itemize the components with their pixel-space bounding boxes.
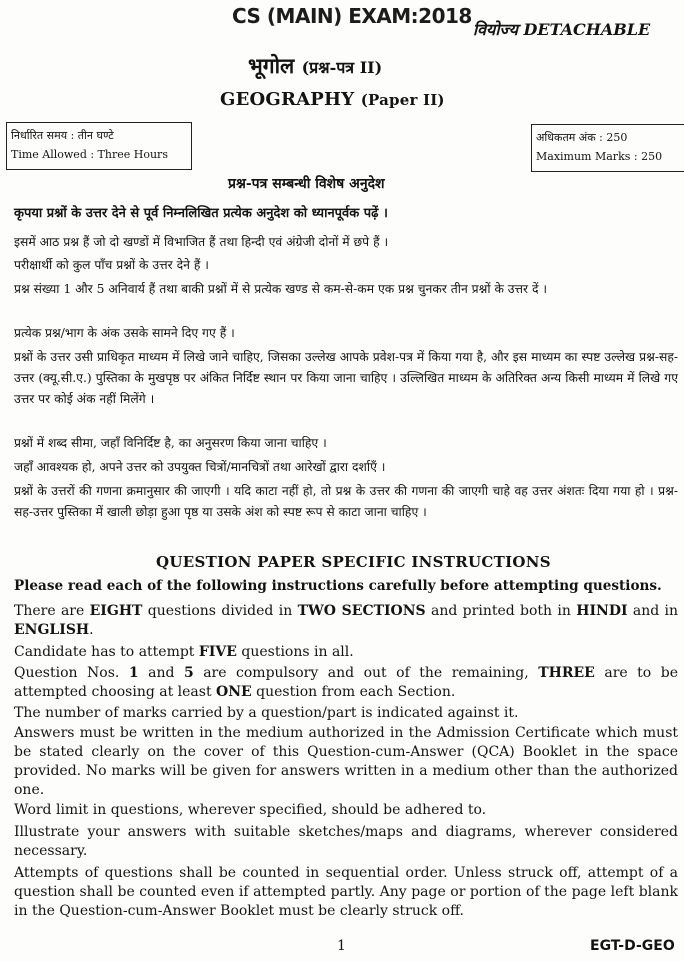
detachable-hindi: वियोज्य — [473, 20, 518, 39]
emphasis: THREE — [538, 665, 595, 681]
english-please-text: Please read each of the following instructions carefully before attempting questions. — [14, 578, 662, 594]
emphasis: EIGHT — [89, 603, 143, 619]
hindi-instruction-1: इसमें आठ प्रश्न हैं जो दो खण्डों में विभाजित हैं तथा हिन्दी एवं अंग्रेजी दोनों में छपे हैं । — [14, 235, 389, 249]
text-fragment: Candidate has to attempt — [14, 644, 199, 660]
emphasis: ONE — [216, 684, 252, 700]
text-fragment: There are — [14, 603, 90, 619]
time-allowed-box — [6, 122, 192, 170]
paper-code: EGT-D-GEO — [590, 938, 675, 954]
english-instruction-4: The number of marks carried by a question/part is indicated against it. — [14, 705, 519, 721]
text-fragment: and — [138, 665, 184, 681]
text-fragment: and in — [627, 603, 679, 619]
page-number: 1 — [337, 938, 346, 954]
text-fragment: questions in all. — [236, 644, 354, 660]
text-fragment: . — [89, 622, 94, 638]
english-instruction-7: Illustrate your answers with suitable sketches/maps and diagrams, wherever considered necessary. — [14, 824, 678, 859]
english-instructions-heading: QUESTION PAPER SPECIFIC INSTRUCTIONS — [156, 553, 551, 571]
text-fragment: are compulsory and out of the remaining, — [193, 665, 539, 681]
english-please-read — [14, 578, 662, 594]
text-fragment: Question Nos. — [14, 665, 129, 681]
english-instruction-8: Attempts of questions shall be counted in sequential order. Unless struck off, attempt of a question shall be counted even if attempted partly. Any page or portion of the page left blank in the Question-cum-Answer Booklet must be clearly struck off. — [14, 865, 678, 919]
time-english: Time Allowed : Three Hours — [11, 148, 168, 161]
hindi-instruction-2: परीक्षार्थी को कुल पाँच प्रश्नों के उत्तर देने हैं । — [14, 258, 209, 272]
emphasis: HINDI — [576, 603, 628, 619]
hindi-please-read: कृपया प्रश्नों के उत्तर देने से पूर्व निम्नलिखित प्रत्येक अनुदेश को ध्यानपूर्वक पढ़ें । — [14, 206, 388, 221]
text-fragment: are to be attempted choosing at least — [14, 665, 678, 700]
hindi-instructions-heading: प्रश्न-पत्र सम्बन्धी विशेष अनुदेश — [228, 176, 385, 192]
emphasis: TWO SECTIONS — [297, 603, 426, 619]
time-hindi: निर्धारित समय : तीन घण्टे — [11, 129, 114, 142]
english-paper: (Paper II) — [360, 91, 445, 109]
hindi-instruction-6: प्रश्नों में शब्द सीमा, जहाँ विनिर्दिष्ट है, का अनुसरण किया जाना चाहिए । — [14, 436, 327, 450]
english-instruction-5: Answers must be written in the medium authorized in the Admission Certificate which must be stated clearly on the cover of this Question-cum-Answer (QCA) Booklet in the space provided. No marks will be given for answers written in a medium other than the authorized one. — [14, 725, 678, 798]
hindi-instruction-4: प्रत्येक प्रश्न/भाग के अंक उसके सामने दिए गए हैं । — [14, 326, 235, 340]
maximum-marks-box — [531, 124, 684, 172]
exam-header: CS (MAIN) EXAM:2018 — [232, 4, 472, 28]
marks-english: Maximum Marks : 250 — [536, 150, 663, 163]
hindi-instruction-8: प्रश्नों के उत्तरों की गणना क्रमानुसार की जाएगी । यदि काटा नहीं हो, तो प्रश्न के उत्तर की गणना की जाएगी चाहे वह उत्तर अंशतः दिया गया हो । प्रश्न-सह-उत्तर पुस्तिका में खाली छोड़ा हुआ पृष्ठ या उसके अंश को स्पष्ट रूप से काटा जाना चाहिए । — [14, 484, 678, 519]
hindi-subject: भूगोल — [248, 53, 295, 78]
emphasis: 1 — [128, 665, 139, 681]
hindi-instruction-5: प्रश्नों के उत्तर उसी प्राधिकृत माध्यम में लिखे जाने चाहिए, जिसका उल्लेख आपके प्रवेश-पत्र में किया गया है, और इस माध्यम का स्पष्ट उल्लेख प्रश्न-सह-उत्तर (क्यू.सी.ए.) पुस्तिका के मुखपृष्ठ पर अंकित निर्दिष्ट स्थान पर किया जाना चाहिए । उल्लिखित माध्यम के अतिरिक्त अन्य किसी माध्यम में लिखे गए उत्तर पर कोई अंक नहीं मिलेंगे । — [14, 350, 678, 406]
hindi-paper: (प्रश्न-पत्र II) — [301, 58, 383, 77]
english-instruction-3 — [14, 664, 678, 702]
hindi-title — [248, 52, 382, 80]
detachable-english: DETACHABLE — [523, 20, 651, 39]
emphasis: 5 — [183, 665, 194, 681]
english-instruction-1 — [14, 602, 678, 640]
english-instruction-6: Word limit in questions, wherever specified, should be adhered to. — [14, 802, 487, 818]
emphasis: ENGLISH — [14, 622, 90, 638]
text-fragment: question from each Section. — [251, 684, 456, 700]
detachable-label — [473, 18, 650, 40]
text-fragment: questions divided in — [142, 603, 298, 619]
hindi-instruction-7: जहाँ आवश्यक हो, अपने उत्तर को उपयुक्त चित्रों/मानचित्रों तथा आरेखों द्वारा दर्शाएँ । — [14, 460, 386, 474]
text-fragment: and printed both in — [425, 603, 577, 619]
english-title — [220, 89, 445, 110]
english-instruction-2 — [14, 643, 678, 662]
english-subject: GEOGRAPHY — [220, 89, 355, 110]
emphasis: FIVE — [198, 644, 237, 660]
marks-hindi: अधिकतम अंक : 250 — [536, 131, 628, 144]
hindi-instruction-3: प्रश्न संख्या 1 और 5 अनिवार्य हैं तथा बाकी प्रश्नों में से प्रत्येक खण्ड से कम-से-कम एक प्रश्न चुनकर तीन प्रश्नों के उत्तर दें । — [14, 282, 548, 296]
